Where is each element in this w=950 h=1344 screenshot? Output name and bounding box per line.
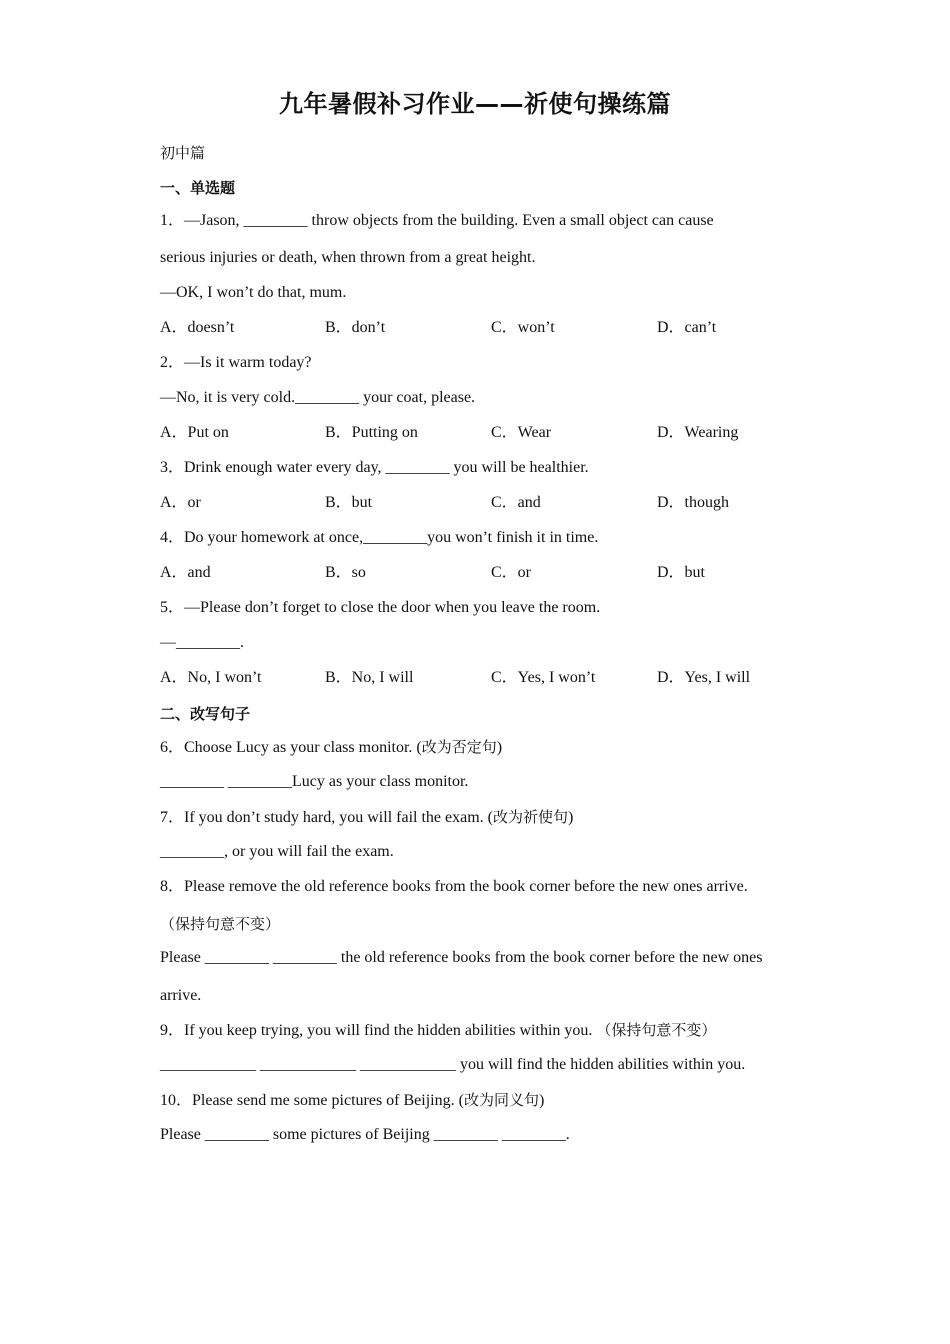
question-3-option-c: C．and xyxy=(491,494,541,511)
question-8-line-3: Please ________ ________ the old reference books from the book corner before the new ones xyxy=(160,949,763,966)
question-4-option-a: A．and xyxy=(160,564,211,581)
question-7-line-2: ________, or you will fail the exam. xyxy=(160,843,394,860)
question-8-line-4: arrive. xyxy=(160,987,202,1004)
question-5-option-b: B．No, I will xyxy=(325,669,414,686)
question-4-option-c: C．or xyxy=(491,564,532,581)
question-2-line-1: 2．—Is it warm today? xyxy=(160,354,312,371)
question-9-instruction: （保持句意不变） xyxy=(596,1021,717,1039)
question-10-instruction: 改为同义句 xyxy=(463,1091,539,1109)
question-5-option-a: A．No, I won’t xyxy=(160,669,262,686)
question-3-line-1: 3．Drink enough water every day, ________ you will be healthier. xyxy=(160,459,589,476)
question-10-close-paren: ) xyxy=(538,1092,545,1109)
section-heading-multiple-choice: 一、单选题 xyxy=(160,179,236,197)
question-7-close-paren: ) xyxy=(568,809,574,826)
question-1-option-b: B．don’t xyxy=(325,319,386,336)
question-6-line-1 xyxy=(160,737,502,758)
question-1-line-2: serious injuries or death, when thrown from a great height. xyxy=(160,249,536,266)
question-9-line-2: ____________ ____________ ____________ you will find the hidden abilities within you. xyxy=(160,1056,746,1073)
question-9-text: 9．If you keep trying, you will find the hidden abilities within you. xyxy=(160,1022,597,1039)
question-6-line-2: ________ ________Lucy as your class monitor. xyxy=(160,773,469,790)
question-8-instruction: （保持句意不变） xyxy=(160,915,281,933)
question-6-close-paren: ) xyxy=(496,739,503,756)
question-4-line-1: 4．Do your homework at once,________you won’t finish it in time. xyxy=(160,529,599,546)
question-1-option-a: A．doesn’t xyxy=(160,319,235,336)
question-1-option-c: C．won’t xyxy=(491,319,555,336)
question-1-line-1: 1．—Jason, ________ throw objects from the building. Even a small object can cause xyxy=(160,212,714,229)
question-10-text: 10．Please send me some pictures of Beijing. ( xyxy=(160,1092,464,1109)
question-10-line-2: Please ________ some pictures of Beijing ________ ________. xyxy=(160,1126,570,1143)
question-4-option-b: B．so xyxy=(325,564,366,581)
document-subtitle: 初中篇 xyxy=(160,144,206,162)
question-2-option-b: B．Putting on xyxy=(325,424,418,441)
question-6-instruction: 改为否定句 xyxy=(421,738,497,756)
question-7-text: 7．If you don’t study hard, you will fail the exam. ( xyxy=(160,809,493,826)
question-3-option-a: A．or xyxy=(160,494,201,511)
question-5-option-c: C．Yes, I won’t xyxy=(491,669,596,686)
question-10-line-1 xyxy=(160,1090,544,1111)
question-8-line-1: 8．Please remove the old reference books from the book corner before the new ones arrive. xyxy=(160,878,748,895)
question-2-option-a: A．Put on xyxy=(160,424,229,441)
document-title: 九年暑假补习作业——祈使句操练篇 xyxy=(279,90,671,118)
section-heading-rewrite: 二、改写句子 xyxy=(160,705,251,723)
question-5-line-1: 5．—Please don’t forget to close the door when you leave the room. xyxy=(160,599,601,616)
question-7-line-1 xyxy=(160,807,573,828)
question-6-text: 6．Choose Lucy as your class monitor. ( xyxy=(160,739,422,756)
question-2-option-d: D．Wearing xyxy=(657,424,739,441)
question-1-option-d: D．can’t xyxy=(657,319,717,336)
question-9-line-1 xyxy=(160,1020,716,1041)
question-5-line-2: —________. xyxy=(160,634,244,651)
question-7-instruction: 改为祈使句 xyxy=(492,808,568,826)
question-1-line-3: —OK, I won’t do that, mum. xyxy=(160,284,347,301)
question-5-option-d: D．Yes, I will xyxy=(657,669,751,686)
question-4-option-d: D．but xyxy=(657,564,706,581)
question-3-option-b: B．but xyxy=(325,494,373,511)
question-3-option-d: D．though xyxy=(657,494,730,511)
question-2-line-2: —No, it is very cold.________ your coat, please. xyxy=(160,389,476,406)
question-2-option-c: C．Wear xyxy=(491,424,552,441)
